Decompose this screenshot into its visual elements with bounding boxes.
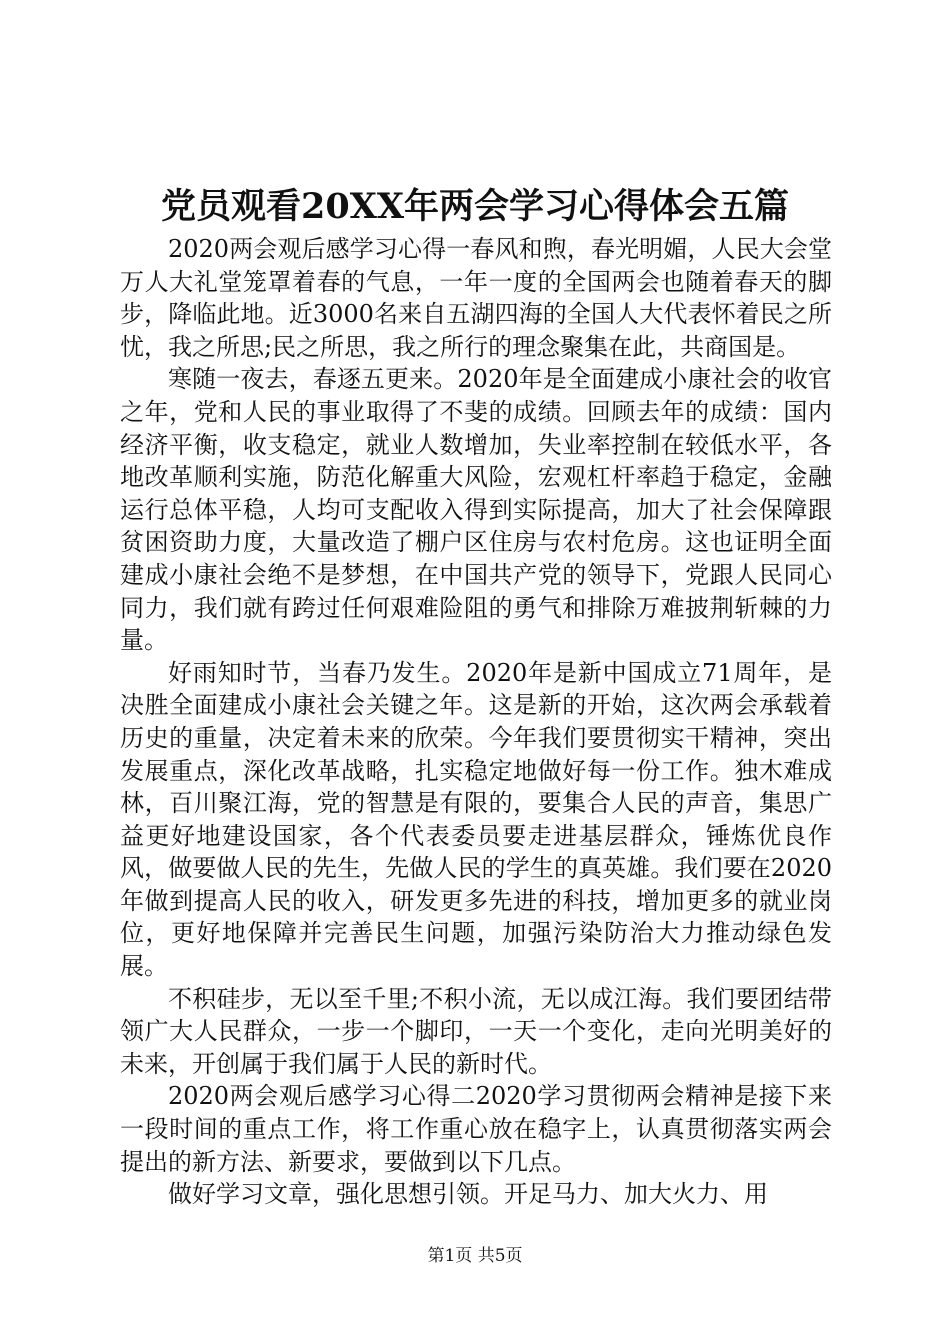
- document-body: [120, 233, 832, 1211]
- paragraph-2: 寒随一夜去，春逐五更来。2020年是全面建成小康社会的收官之年，党和人民的事业取得了不斐的成绩。回顾去年的成绩：国内经济平衡，收支稳定，就业人数增加，失业率控制在较低水平，各地改革顺利实施，防范化解重大风险，宏观杠杆率趋于稳定，金融运行总体平稳，人均可支配收入得到实际提高，加大了社会保障跟贫困资助力度，大量改造了棚户区住房与农村危房。这也证明全面建成小康社会绝不是梦想，在中国共产党的领导下，党跟人民同心同力，我们就有跨过任何艰难险阻的勇气和排除万难披荆斩棘的力量。: [120, 365, 832, 655]
- document-title: 党员观看20XX年两会学习心得体会五篇: [160, 186, 790, 227]
- paragraph-4: 不积硅步，无以至千里;不积小流，无以成江海。我们要团结带领广大人民群众，一步一个脚印，一天一个变化，走向光明美好的未来，开创属于我们属于人民的新时代。: [120, 984, 832, 1078]
- paragraph-1: 2020两会观后感学习心得一春风和煦，春光明媚，人民大会堂万人大礼堂笼罩着春的气息，一年一度的全国两会也随着春天的脚步，降临此地。近3000名来自五湖四海的全国人大代表怀着民之所忧，我之所思;民之所思，我之所行的理念聚集在此，共商国是。: [120, 235, 832, 361]
- page-number-footer: 第1页 共5页: [427, 1246, 523, 1266]
- paragraph-6: 做好学习文章，强化思想引领。开足马力、加大火力、用: [168, 1180, 768, 1209]
- paragraph-3: 好雨知时节，当春乃发生。2020年是新中国成立71周年，是决胜全面建成小康社会关键之年。这是新的开始，这次两会承载着历史的重量，决定着未来的欣荣。今年我们要贯彻实干精神，突出发展重点，深化改革战略，扎实稳定地做好每一份工作。独木难成林，百川聚江海，党的智慧是有限的，要集合人民的声音，集思广益更好地建设国家，各个代表委员要走进基层群众，锤炼优良作风，做要做人民的先生，先做人民的学生的真英雄。我们要在2020年做到提高人民的收入，研发更多先进的科技，增加更多的就业岗位，更好地保障并完善民生问题，加强污染防治大力推动绿色发展。: [120, 658, 832, 981]
- paragraph-5: 2020两会观后感学习心得二2020学习贯彻两会精神是接下来一段时间的重点工作，将工作重心放在稳字上，认真贯彻落实两会提出的新方法、新要求，要做到以下几点。: [120, 1082, 832, 1176]
